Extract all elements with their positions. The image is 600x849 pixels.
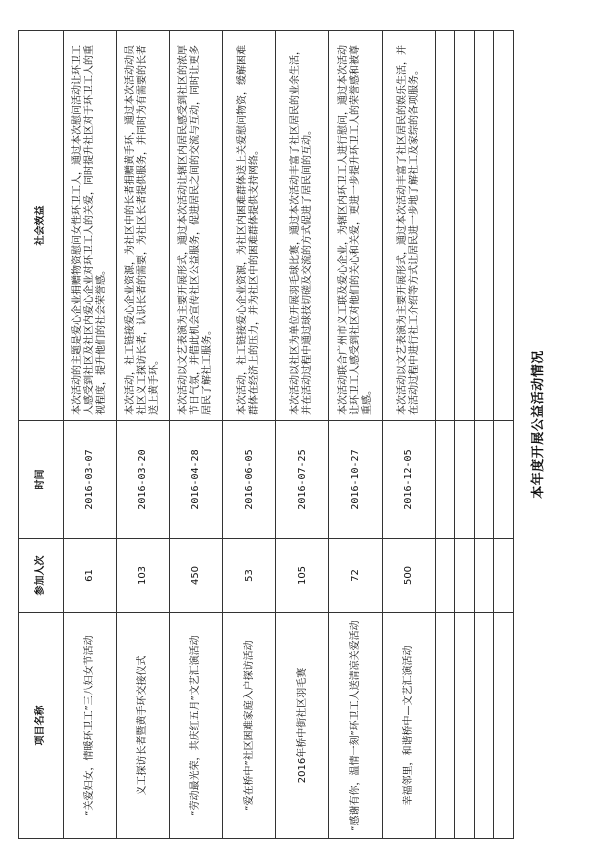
participants-cell: 103 — [116, 539, 169, 613]
benefit-cell: 本次活动，社工链接爱心企业资源，为社区内困难群体送上关爱慰问物资，缓解困难群体在经济上的压力，并为社区中的困难群体提供支持网络。 — [223, 31, 276, 421]
date-cell: 2016-10-27 — [329, 421, 382, 539]
empty-cell — [494, 613, 514, 839]
benefit-cell: 本次活动的主题是爱心企业捐赠物资慰问女性环卫工人，通过本次慰问活动让环卫工人感受到社区及社区内爱心企业对环卫工人的关爱，同时提升社区对于环卫工人的重视程度，提升他们的社会荣誉感。 — [63, 31, 116, 421]
project-name-cell: “关爱妇女，情暖环卫工”三八妇女节活动 — [63, 613, 116, 839]
empty-cell — [455, 31, 475, 421]
header-row — [19, 31, 64, 839]
empty-cell — [435, 539, 455, 613]
header-date: 时间 — [19, 421, 64, 539]
empty-cell — [435, 421, 455, 539]
activities-table — [18, 30, 514, 839]
table-row — [63, 31, 116, 839]
table-row — [329, 31, 382, 839]
project-name-cell: 2016年桥中街社区羽毛赛 — [276, 613, 329, 839]
table-row — [169, 31, 222, 839]
benefit-cell: 本次活动以文艺表演为主要开展形式，通过本次活动丰富了社区居民的娱乐生活，并在活动过程中进行社工介绍等方式让居民进一步地了解社工及家综的各项服务。 — [382, 31, 435, 421]
empty-cell — [494, 539, 514, 613]
participants-cell: 500 — [382, 539, 435, 613]
empty-cell — [474, 31, 494, 421]
table-row — [276, 31, 329, 839]
empty-cell — [435, 613, 455, 839]
project-name-cell: “劳动最光荣，共庆红五月”文艺汇演活动 — [169, 613, 222, 839]
date-cell: 2016-04-28 — [169, 421, 222, 539]
header-project-name: 项目名称 — [19, 613, 64, 839]
table-row — [223, 31, 276, 839]
empty-cell — [474, 539, 494, 613]
empty-cell — [474, 421, 494, 539]
participants-cell: 53 — [223, 539, 276, 613]
date-cell: 2016-12-05 — [382, 421, 435, 539]
empty-row — [494, 31, 514, 839]
date-cell: 2016-06-05 — [223, 421, 276, 539]
benefit-cell: 本次活动以文艺表演为主要开展形式，通过本次活动让辖区内居民感受到社区的浓厚节日气氛，并借此机会宣传社区公益服务，促进居民之间的交流与互动，同时让更多居民了解社工服务。 — [169, 31, 222, 421]
project-name-cell: “感谢有你，温情一刻”环卫工人送清凉关爱活动 — [329, 613, 382, 839]
participants-cell: 72 — [329, 539, 382, 613]
project-name-cell: 幸福邻里，和谐桥中—文艺汇演活动 — [382, 613, 435, 839]
project-name-cell: “爱在桥中”社区困难家庭入户探访活动 — [223, 613, 276, 839]
empty-cell — [474, 613, 494, 839]
empty-cell — [435, 31, 455, 421]
header-social-benefit: 社会效益 — [19, 31, 64, 421]
participants-cell: 105 — [276, 539, 329, 613]
participants-cell: 450 — [169, 539, 222, 613]
benefit-cell: 本次活动联合广州市义工联及爱心企业，为辖区内环卫工人进行慰问，通过本次活动让环卫工人感受到社区对他们的关心和关爱，更进一步提升环卫工人的荣誉感和被尊重感。 — [329, 31, 382, 421]
project-name-cell: 义工探访长者暨黄手环交接仪式 — [116, 613, 169, 839]
table-row — [116, 31, 169, 839]
empty-cell — [455, 539, 475, 613]
table-row — [382, 31, 435, 839]
participants-cell: 61 — [63, 539, 116, 613]
benefit-cell: 本次活动以社区为单位开展羽毛球比赛，通过本次活动丰富了社区居民的业余生活，并在活动过程中通过球技切磋及交流的方式促进了居民间的互动。 — [276, 31, 329, 421]
benefit-cell: 本次活动，社工链接爱心企业资源，为社区中的长者捐赠黄手环，通过本次活动动员社区义工探访长者，认识长者的需要，为社区长者提供服务，并同时为有需要的长者送上黄手环。 — [116, 31, 169, 421]
empty-row — [455, 31, 475, 839]
empty-row — [435, 31, 455, 839]
header-participants: 参加人次 — [19, 539, 64, 613]
date-cell: 2016-07-25 — [276, 421, 329, 539]
date-cell: 2016-03-07 — [63, 421, 116, 539]
empty-cell — [455, 613, 475, 839]
empty-cell — [455, 421, 475, 539]
document-title: 本年度开展公益活动情况 — [531, 350, 546, 499]
empty-cell — [494, 31, 514, 421]
empty-cell — [494, 421, 514, 539]
date-cell: 2016-03-20 — [116, 421, 169, 539]
empty-row — [474, 31, 494, 839]
